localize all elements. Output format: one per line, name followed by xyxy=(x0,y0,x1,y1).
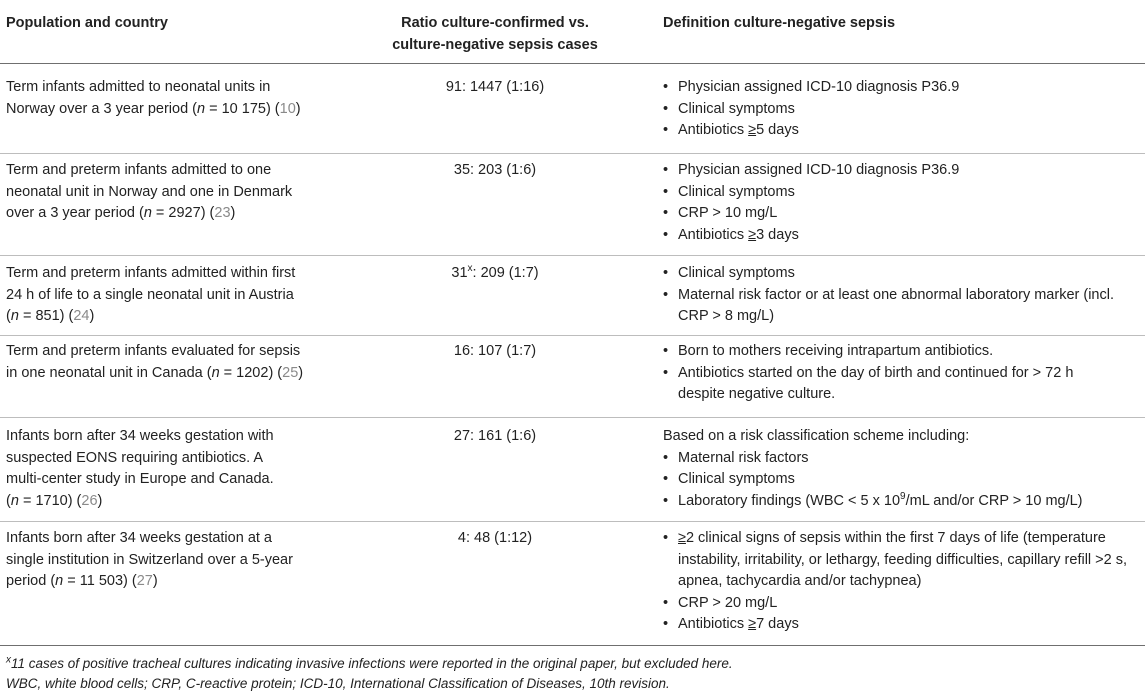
header-population: Population and country xyxy=(6,15,168,31)
row-divider xyxy=(0,521,1145,522)
row3-ratio: 31$^x$: 209 (1:7) xyxy=(451,263,539,281)
list-item: • Antibiotics ≥5 days xyxy=(663,120,1143,142)
row-divider xyxy=(0,153,1145,154)
footnote-2: WBC, white blood cells; CRP, C-reactive protein; ICD-10, International Classification of Diseases, 10th revision. xyxy=(6,676,670,691)
row1-ratio: 91: 1447 (1:16) xyxy=(445,79,545,95)
header-divider xyxy=(0,63,1145,64)
list-item: • Clinical symptoms xyxy=(663,182,1143,204)
list-item: • Clinical symptoms xyxy=(663,469,1143,491)
row-divider xyxy=(0,417,1145,418)
list-item: • Antibiotics ≥7 days xyxy=(663,614,1143,636)
list-item: • Born to mothers receiving intrapartum antibiotics. xyxy=(663,341,1143,363)
list-item: • Physician assigned ICD-10 diagnosis P36.9 xyxy=(663,77,1143,99)
list-item: • Antibiotics ≥3 days xyxy=(663,225,1143,247)
row3-definition-list xyxy=(663,263,1143,328)
list-item: • Clinical symptoms xyxy=(663,99,1143,121)
table-bottom-rule xyxy=(0,645,1145,646)
row2-ratio: 35: 203 (1:6) xyxy=(453,162,537,178)
list-item: • Physician assigned ICD-10 diagnosis P36.9 xyxy=(663,160,1143,182)
row-divider xyxy=(0,335,1145,336)
row3-population: Term and preterm infants admitted within first 24 h of life to a single neonatal unit in Austria (n = 851) (24) xyxy=(6,265,296,324)
row5-definition: Based on a risk classification scheme including: • Maternal risk factors • Clinical symptoms • Laboratory findings (WBC < 5 x $10^9/mL$ and/or CRP > 10 mg/L) xyxy=(663,426,1143,512)
row1-population: Term infants admitted to neonatal units in Norway over a 3 year period (n = 10 175) (10) xyxy=(6,79,301,117)
list-item: • Maternal risk factor or at least one abnormal laboratory marker (incl. CRP > 8 mg/L) xyxy=(663,285,1143,328)
row-divider xyxy=(0,255,1145,256)
row2-population: Term and preterm infants admitted to one neonatal unit in Norway and one in Denmark over a 3 year period (n = 2927) (23) xyxy=(6,162,293,221)
row1-definition-list xyxy=(663,77,1143,142)
list-item: • Laboratory findings (WBC < 5 x $10^9/mL$ and/or CRP > 10 mg/L) xyxy=(663,491,1143,513)
list-item: • Clinical symptoms xyxy=(663,263,1143,285)
list-item: • CRP > 20 mg/L xyxy=(663,593,1143,615)
list-item: • ≥2 clinical signs of sepsis within the first 7 days of life (temperature instability, irritability, or lethargy, feeding difficulties, capillary refill >2 s, apnea, tachycardia and/or tachypnea) xyxy=(663,528,1143,593)
list-item: • Antibiotics started on the day of birth and continued for > 72 h despite negative culture. xyxy=(663,363,1143,406)
row5-ratio: 27: 161 (1:6) xyxy=(453,428,537,444)
row6-ratio: 4: 48 (1:12) xyxy=(457,530,533,546)
header-ratio: Ratio culture-confirmed vs. culture-negative sepsis cases xyxy=(392,15,598,53)
row6-population: Infants born after 34 weeks gestation at a single institution in Switzerland over a 5-year period (n = 11 503) (27) xyxy=(6,530,293,589)
row5-population: Infants born after 34 weeks gestation with suspected EONS requiring antibiotics. A multi-center study in Europe and Canada. (n = 1710) (26) xyxy=(6,428,274,509)
header-definition: Definition culture-negative sepsis xyxy=(663,15,896,31)
list-item: • CRP > 10 mg/L xyxy=(663,203,1143,225)
row4-definition-list xyxy=(663,341,1143,406)
row5-definition-list xyxy=(663,448,1143,513)
row2-definition-list xyxy=(663,160,1143,246)
list-item: • Maternal risk factors xyxy=(663,448,1143,470)
row6-definition-list xyxy=(663,528,1143,636)
row4-population: Term and preterm infants evaluated for sepsis in one neonatal unit in Canada (n = 1202) (25) xyxy=(6,343,304,381)
row4-ratio: 16: 107 (1:7) xyxy=(453,343,537,359)
footnote-1: $^x$11 cases of positive tracheal cultures indicating invasive infections were reported in the original paper, but excluded here. xyxy=(6,654,733,671)
